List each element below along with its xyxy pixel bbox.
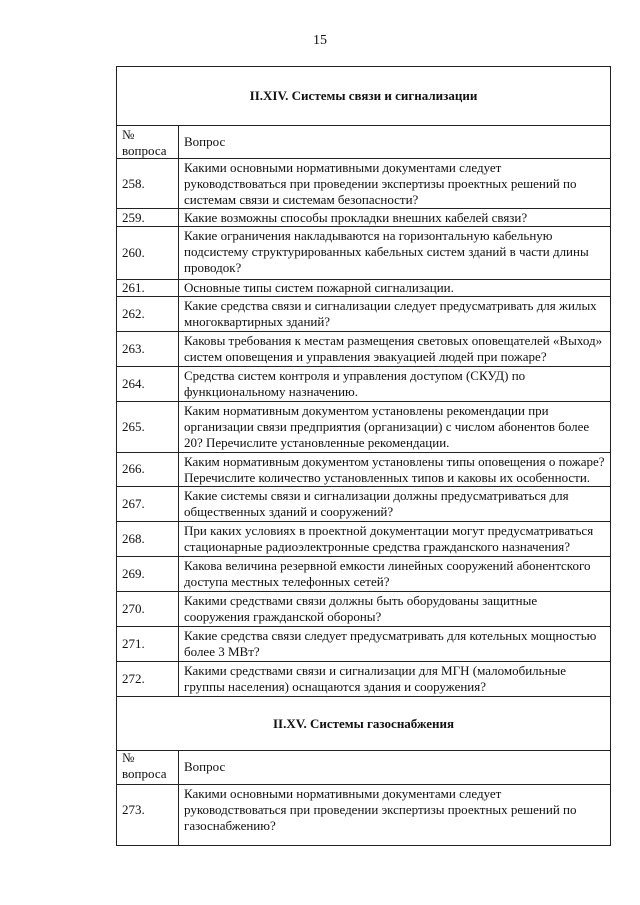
number-header-line-1: № xyxy=(122,750,135,765)
page-number: 15 xyxy=(313,33,327,48)
row-divider xyxy=(116,401,611,402)
question-line: Какие средства связи следует предусматривать для котельных мощностью xyxy=(184,628,597,643)
question-number: 263. xyxy=(122,341,145,356)
question-text xyxy=(184,628,596,660)
row-divider xyxy=(116,784,611,785)
question-number: 260. xyxy=(122,245,145,260)
question-line: стационарные радиоэлектронные средства гражданского назначения? xyxy=(184,539,571,554)
row-divider xyxy=(116,486,611,487)
question-text xyxy=(184,228,589,276)
question-line: подсистему структурированных кабельных систем зданий в части длины xyxy=(184,244,589,259)
question-number: 261. xyxy=(122,280,145,295)
question-line: руководствоваться при проведении экспертизы проектных решений по xyxy=(184,176,577,191)
question-text xyxy=(184,488,569,520)
row-divider xyxy=(116,521,611,522)
row-divider xyxy=(116,331,611,332)
row-divider xyxy=(116,296,611,297)
question-line: многоквартирных зданий? xyxy=(184,314,331,329)
number-column-header xyxy=(122,750,178,782)
question-text xyxy=(184,160,577,208)
row-divider xyxy=(116,208,611,209)
number-header-line-1: № xyxy=(122,127,135,142)
question-text xyxy=(184,593,537,625)
question-line: более 3 МВт? xyxy=(184,644,260,659)
question-line: При каких условиях в проектной документации могут предусматриваться xyxy=(184,523,594,538)
question-line: Средства систем контроля и управления доступом (СКУД) по xyxy=(184,368,526,383)
question-line: сооружения гражданской обороны? xyxy=(184,609,382,624)
row-divider xyxy=(116,226,611,227)
section-title: II.XV. Системы газоснабжения xyxy=(272,716,455,731)
row-divider xyxy=(116,125,611,126)
question-number: 266. xyxy=(122,461,145,476)
question-line: руководствоваться при проведении экспертизы проектных решений по xyxy=(184,802,577,817)
table-top-border xyxy=(116,66,611,67)
question-text xyxy=(184,368,525,400)
question-line: Каким нормативным документом установлены рекомендации при xyxy=(184,403,549,418)
question-line: Какова величина резервной емкости линейных сооружений абонентского xyxy=(184,558,591,573)
question-text xyxy=(184,403,589,451)
question-number: 270. xyxy=(122,601,145,616)
question-line: проводок? xyxy=(184,260,242,275)
question-line: систем оповещения и управления эвакуацией людей при пожаре? xyxy=(184,349,547,364)
question-line: Основные типы систем пожарной сигнализации. xyxy=(184,280,454,295)
row-divider xyxy=(116,366,611,367)
question-number: 268. xyxy=(122,531,145,546)
question-text xyxy=(184,786,577,834)
question-line: Какими средствами связи и сигнализации для МГН (маломобильные xyxy=(184,663,567,678)
question-text xyxy=(184,454,605,486)
question-number: 265. xyxy=(122,419,145,434)
question-line: функциональному назначению. xyxy=(184,384,358,399)
question-line: Какими основными нормативными документами следует xyxy=(184,786,502,801)
question-line: Какими средствами связи должны быть оборудованы защитные xyxy=(184,593,538,608)
section-title: II.XIV. Системы связи и сигнализации xyxy=(249,88,478,103)
question-text xyxy=(184,298,597,330)
column-divider xyxy=(178,750,179,845)
row-divider xyxy=(116,626,611,627)
table-bottom-border xyxy=(116,845,611,846)
question-column-header: Вопрос xyxy=(184,759,226,774)
question-line: Какие возможны способы прокладки внешних кабелей связи? xyxy=(184,210,528,225)
row-divider xyxy=(116,556,611,557)
question-line: доступа местных телефонных сетей? xyxy=(184,574,390,589)
question-text xyxy=(184,663,566,695)
question-line: Каковы требования к местам размещения световых оповещателей «Выход» xyxy=(184,333,603,348)
question-text xyxy=(184,280,454,296)
row-divider xyxy=(116,750,611,751)
question-line: Перечислите количество установленных типов и каковы их особенности. xyxy=(184,470,591,485)
question-text xyxy=(184,523,593,555)
question-line: Какими основными нормативными документами следует xyxy=(184,160,502,175)
row-divider xyxy=(116,661,611,662)
question-line: группы населения) оснащаются здания и сооружения? xyxy=(184,679,487,694)
question-number: 271. xyxy=(122,636,145,651)
row-divider xyxy=(116,591,611,592)
question-line: газоснабжению? xyxy=(184,818,276,833)
question-number: 262. xyxy=(122,306,145,321)
question-line: Какие ограничения накладываются на горизонтальную кабельную xyxy=(184,228,553,243)
question-text xyxy=(184,558,590,590)
question-number: 272. xyxy=(122,671,145,686)
question-number: 269. xyxy=(122,566,145,581)
question-line: общественных зданий и сооружений? xyxy=(184,504,394,519)
row-divider xyxy=(116,158,611,159)
question-text xyxy=(184,333,602,365)
question-line: организации связи предприятия (организации) с числом абонентов более xyxy=(184,419,590,434)
question-line: Какие средства связи и сигнализации следует предусматривать для жилых xyxy=(184,298,597,313)
row-divider xyxy=(116,696,611,697)
number-header-line-2: вопроса xyxy=(122,143,167,158)
question-line: Какие системы связи и сигнализации должны предусматриваться для xyxy=(184,488,569,503)
question-line: 20? Перечислите установленные рекомендации. xyxy=(184,435,450,450)
question-number: 259. xyxy=(122,210,145,225)
question-line: системам связи и системам безопасности? xyxy=(184,192,419,207)
row-divider xyxy=(116,452,611,453)
question-column-header: Вопрос xyxy=(184,134,226,149)
question-line: Каким нормативным документом установлены типы оповещения о пожаре? xyxy=(184,454,605,469)
number-column-header xyxy=(122,127,178,159)
question-number: 258. xyxy=(122,176,145,191)
question-text xyxy=(184,210,527,226)
question-number: 264. xyxy=(122,376,145,391)
question-number: 273. xyxy=(122,802,145,817)
question-number: 267. xyxy=(122,496,145,511)
number-header-line-2: вопроса xyxy=(122,766,167,781)
